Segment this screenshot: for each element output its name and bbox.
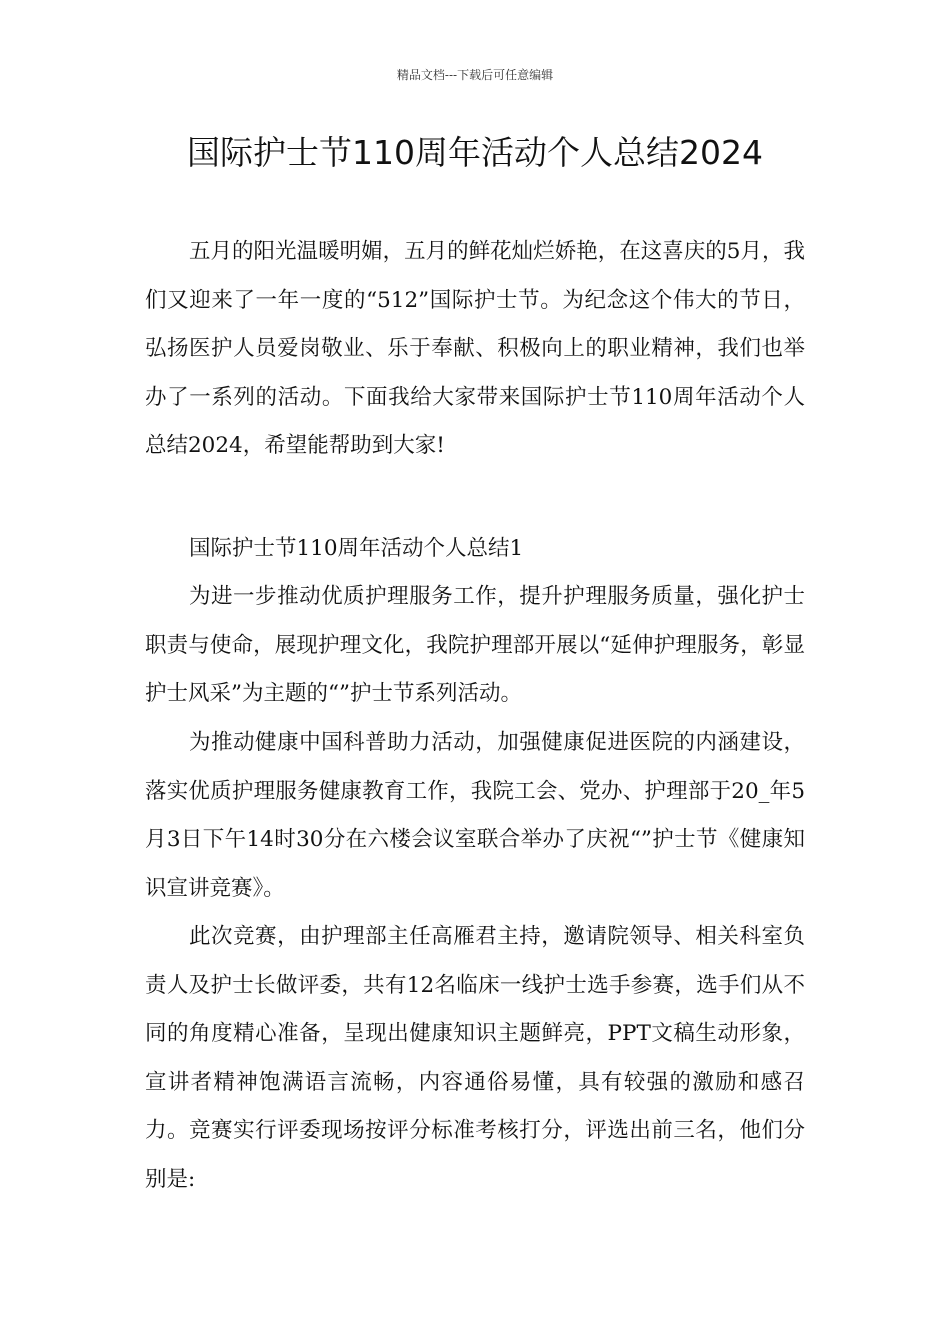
body-paragraph: 为推动健康中国科普助力活动，加强健康促进医院的内涵建设，落实优质护理服务健康教育工作，我院工会、党办、护理部于20_年5月3日下午14时30分在六楼会议室联合举办了庆祝“”护士节《健康知识宣讲竞赛》。 — [145, 730, 805, 901]
body-paragraph: 为进一步推动优质护理服务工作，提升护理服务质量，强化护士职责与使命，展现护理文化，我院护理部开展以“延伸护理服务，彰显护士风采”为主题的“”护士节系列活动。 — [145, 584, 805, 706]
section-title: 国际护士节110周年活动个人总结1 — [189, 536, 524, 561]
body-paragraph: 此次竞赛，由护理部主任高雁君主持，邀请院领导、相关科室负责人及护士长做评委，共有12名临床一线护士选手参赛，选手们从不同的角度精心准备，呈现出健康知识主题鲜亮，PPT文稿生动形象，宣讲者精神饱满语言流畅，内容通俗易懂，具有较强的激励和感召力。竞赛实行评委现场按评分标准考核打分，评选出前三名，他们分别是: — [145, 924, 805, 1192]
intro-paragraph: 五月的阳光温暖明媚，五月的鲜花灿烂娇艳，在这喜庆的5月，我们又迎来了一年一度的“512”国际护士节。为纪念这个伟大的节日，弘扬医护人员爱岗敬业、乐于奉献、积极向上的职业精神，我们也举办了一系列的活动。下面我给大家带来国际护士节110周年活动个人总结2024，希望能帮助到大家! — [145, 239, 805, 458]
header-note: 精品文档---下载后可任意编辑 — [396, 68, 554, 82]
document-title: 国际护士节110周年活动个人总结2024 — [187, 133, 763, 172]
